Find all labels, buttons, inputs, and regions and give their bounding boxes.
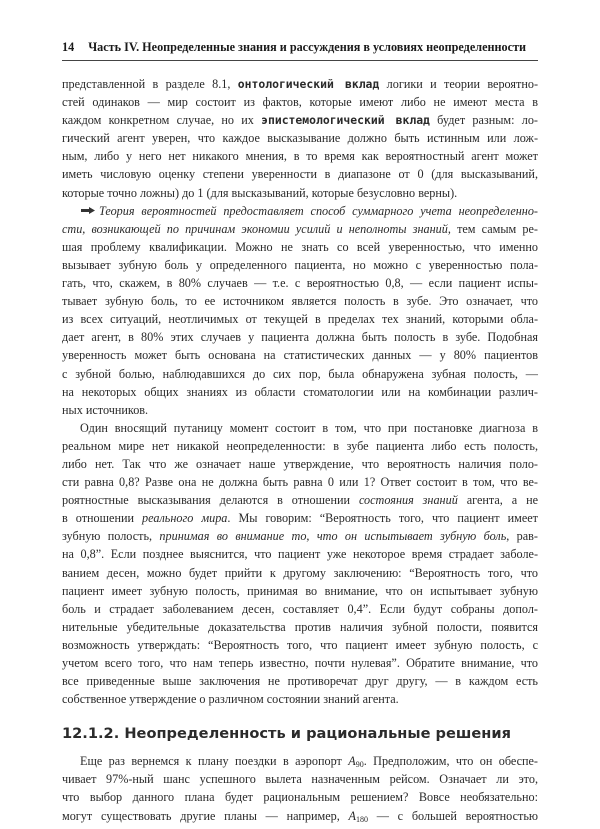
paragraph: [62, 202, 538, 419]
text-line: тывает зубную боль, то ее источником является полость в зубе. Это означает, что: [62, 294, 538, 309]
text-line: нительные убедительные доказательства против наличия зубной полости, появится: [62, 619, 538, 634]
plan-subscript: 90: [355, 760, 364, 770]
text-line: с зубной болью, наблюдавшихся до сих пор, была обнаружена зубная полость, —: [62, 366, 538, 381]
text-line: зубную полость, принимая во внимание то, что он испытывает зубную боль, рав-: [62, 529, 538, 544]
text-line: могут существовать другие планы — например, $A_{180}$ — с большей вероятностью: [62, 808, 538, 824]
text-line: вызывает зубную боль у определенного пациента, но можно с уверенностью пола-: [62, 257, 538, 272]
term-ontological: онтологический вклад: [237, 77, 380, 91]
text-line: на 0,8”. Если позднее выяснится, что пациент уже некоторое время страдает заболе-: [62, 547, 538, 562]
text-line: что выбор данного плана будет рациональным решением? Вовсе необязательно:: [62, 790, 538, 805]
emphasis: принимая во внимание то, что он испытывает зубную боль: [159, 529, 507, 544]
text-line: на некоторых общих знаниях из области стоматологии или на комбинации различ-: [62, 384, 538, 399]
running-title: Часть IV. Неопределенные знания и рассуждения в условиях неопределенности: [88, 40, 527, 54]
text-line: гать, что, скажем, в 80% случаев — т.е. с вероятностью 0,8, — если пациент испы-: [62, 276, 538, 291]
text-line: Теория вероятностей предоставляет способ суммарного учета неопределенно-: [62, 202, 538, 220]
text-line: из всех ситуаций, неотличимых от текущей в пределах тех знаний, которыми обла-: [62, 312, 538, 327]
text-line: ных источников.: [62, 402, 149, 417]
text-line: либо нет. Так что же означает наше утверждение, что вероятность наличия поло-: [62, 456, 538, 471]
pointing-hand-icon: [80, 202, 96, 220]
plan-variable: A: [348, 754, 356, 769]
text-line: учетом всего того, что нам теперь известно, почти нулевая”. Обратите внимание, что: [62, 656, 538, 670]
text-line: пациент имеет зубную полость, принимая во внимание, что он испытывает зубную: [62, 583, 538, 598]
text-line: роятностные высказывания делаются в отношении состояния знаний агента, а не: [62, 493, 538, 508]
text-line: стей одинаков — мир состоит из фактов, которые имеют либо не имеют места в: [62, 95, 538, 110]
text-line: чивает 97%-ный шанс успешного вылета назначенным рейсом. Означает ли это,: [62, 772, 538, 787]
running-header: [62, 40, 538, 55]
header-rule: [62, 60, 538, 61]
text-line: каждом конкретном случае, но их эпистемологический вклад будет разным: ло-: [62, 113, 538, 128]
text-line: Еще раз вернемся к плану поездки в аэропорт $A_{90}$. Предположим, что он обеспе-: [80, 754, 538, 770]
term-epistemological: эпистемологический вклад: [261, 113, 430, 128]
plan-subscript: 180: [355, 814, 368, 824]
page-number: 14: [62, 40, 75, 54]
text-line: ным, либо у него нет никакого мнения, в то время как вероятностный агент может: [62, 149, 538, 164]
emphasis: состояния знаний: [358, 493, 458, 508]
text-line: ванием десен, можно будет прийти к другому заключению: “Вероятность того, что: [62, 565, 538, 580]
text-line: гический агент уверен, что каждое высказывание должно быть истинным или лож-: [62, 131, 538, 146]
text-line: сти, возникающей по причинам экономии усилий и неполноты знаний, тем самым ре-: [62, 221, 538, 236]
text-line: все приведенные выше заключения не противоречат друг другу, — в каждом есть: [62, 674, 538, 689]
text-line: иметь числовую оценку степени уверенности в диапазоне от 0 (для высказываний,: [62, 167, 538, 182]
text-line: боль и страдает заболеванием десен, составляет 0,4”. Если будут собраны допол-: [62, 601, 538, 616]
paragraph: [62, 75, 538, 202]
text-line: которые точно ложны) до 1 (для высказываний, которые безусловно верны).: [62, 185, 458, 200]
text-line: сти равна 0,8? Разве она не должна быть равна 0 или 1? Ответ состоит в том, что ве-: [62, 475, 538, 490]
text-line: собственное утверждение о различном состоянии знаний агента.: [62, 692, 399, 707]
plan-variable: A: [348, 808, 356, 823]
paragraph: [62, 419, 538, 709]
text-line: уверенность может быть основана на статистических данных — у 80% пациентов: [62, 348, 538, 363]
paragraph: [62, 752, 538, 824]
section-heading: 12.1.2. Неопределенность и рациональные решения: [62, 725, 511, 743]
emphasis: сти, возникающей по причинам экономии усилий и неполноты знаний,: [62, 221, 451, 236]
body-text: [62, 75, 538, 825]
text-line: Один вносящий путаницу момент состоит в том, что при постановке диагноза в: [80, 420, 538, 435]
text-line: шая проблему квалификации. Можно не знать со всей уверенностью, что именно: [62, 239, 538, 254]
text-line: реальном мире нет никакой неопределенности: в зубе пациента либо есть полость,: [62, 438, 538, 453]
text-line: представленной в разделе 8.1, онтологический вклад логики и теории вероятно-: [62, 77, 539, 91]
text-line: в отношении реального мира. Мы говорим: “Вероятность того, что пациент имеет: [62, 511, 538, 526]
text-line: дает агент, в 80% этих случаев у пациента должна быть полость в зубе. Подобная: [62, 330, 538, 345]
emphasis: реального мира: [142, 511, 228, 526]
text-line: возможность утверждать: “Вероятность того, что пациент имеет зубную полость, с: [62, 637, 538, 652]
